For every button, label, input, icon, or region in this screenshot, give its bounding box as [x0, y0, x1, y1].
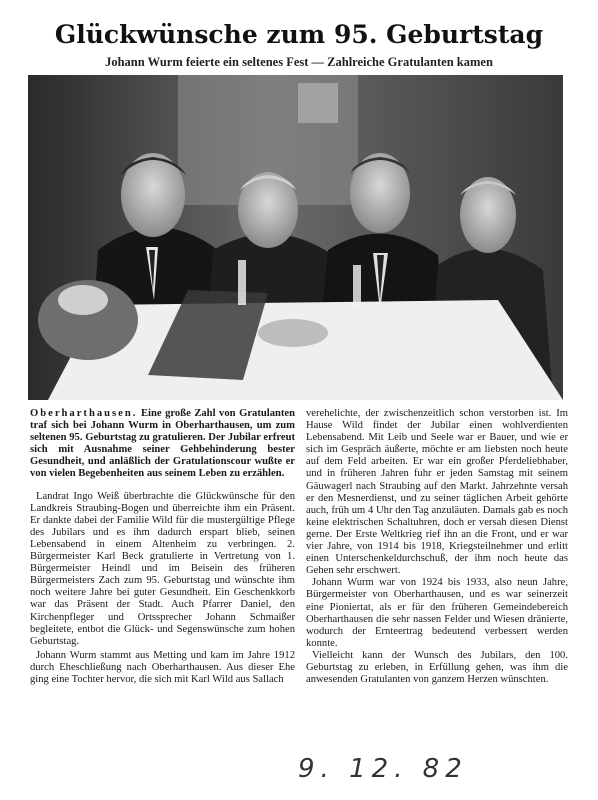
lead-text: Eine große Zahl von Gratulanten traf sich bei Johann Wurm in Oberharthausen, um zum seltenen 95. Geburtstag zu gratulieren. Der Jubilar erfreut sich mit Ausnahme seiner Gehbehinderung bester Gesundheit, und anläßlich der Gratulationscour wußte er von vielen Begebenheiten aus seinem Leben zu erzählen. [30, 408, 295, 480]
article-column-right [306, 408, 568, 686]
paragraph: Vielleicht kann der Wunsch des Jubilars, den 100. Geburtstag zu erleben, in Erfüllung gehen, was ihm die anwesenden Gratulanten von ganzem Herzen wünschten. [306, 649, 568, 686]
handwritten-date: 9. 12. 82 [298, 754, 468, 784]
subheadline: Johann Wurm feierte ein seltenes Fest — Zahlreiche Gratulanten kamen [105, 55, 493, 69]
paragraph: Johann Wurm war von 1924 bis 1933, also neun Jahre, Bürgermeister von Oberharthausen, und es war seinerzeit eine Pioniertat, als er für den früheren Gemeindebereich Oberharthausen die sehr nassen Felder und Wiesen dränierte, wodurch der Ernteertrag bedeutend verbessert werden konnte. [306, 577, 568, 649]
paragraph: Landrat Ingo Weiß überbrachte die Glückwünsche für den Landkreis Straubing-Bogen und überreichte ihm ein Präsent. Er dankte dabei der Familie Wild für die mustergültige Pflege des Jubilars und es ihm dadurch erspart blieb, seinen Lebensabend in einem Altenheim zu verbringen. 2. Bürgermeister Karl Beck gratulierte in Vertretung von 1. Bürgermeister Heindl und im Beisein des früheren Bürgermeisters Zach zum 95. Geburtstag und wünschte ihm noch weitere Jahre bei guter Gesundheit. Ein Geschenkkorb war das Präsent der Stadt. Auch Pfarrer Daniel, den Kirchenpfleger und Ortssprecher Johann Schmaißer begleitete, entbot die Glück- und Segenswünsche zum hohen Geburtstag. [30, 490, 295, 647]
paragraph: verehelichte, der zwischenzeitlich schon verstorben ist. Im Hause Wild findet der Jubilar einen wohlverdienten Lebensabend. Mit Leib und Seele war er Bauer, und wie er sich im Gespräch äußerte, möchte er am liebsten noch heute auf dem Feld arbeiten. Er war ein großer Pferdeliebhaber, und in früheren Jahren fuhr er jeden Samstag mit seinem Gäuwagerl nach Straubing auf den Markt. Jahrzehnte versah er den Mesnerdienst, und zu seiner täglichen Arbeit gehörte auch, früh um 4 Uhr den Tag anzuläuten. Damals gab es noch keine elektrischen Schaltuhren, doch er versah diesen Dienst gerne. Der Erste Weltkrieg rief ihn an die Front, und er war vier Jahre, von 1914 bis 1918, Kriegsteilnehmer und erlitt einen Unterschenkeldurchschuß, der ihm noch heute das Gehen sehr erschwert. [306, 408, 568, 577]
news-photo [28, 75, 563, 400]
article-lead [30, 408, 295, 481]
article-column-left [30, 408, 295, 686]
headline: Glückwünsche zum 95. Geburtstag [54, 20, 544, 49]
paragraph: Johann Wurm stammt aus Metting und kam im Jahre 1912 durch Eheschließung nach Oberharthausen. Aus dieser Ehe ging eine Tochter hervor, die sich mit Karl Wild aus Sallach [30, 649, 295, 685]
lead-place: Oberharthausen. [30, 408, 138, 419]
